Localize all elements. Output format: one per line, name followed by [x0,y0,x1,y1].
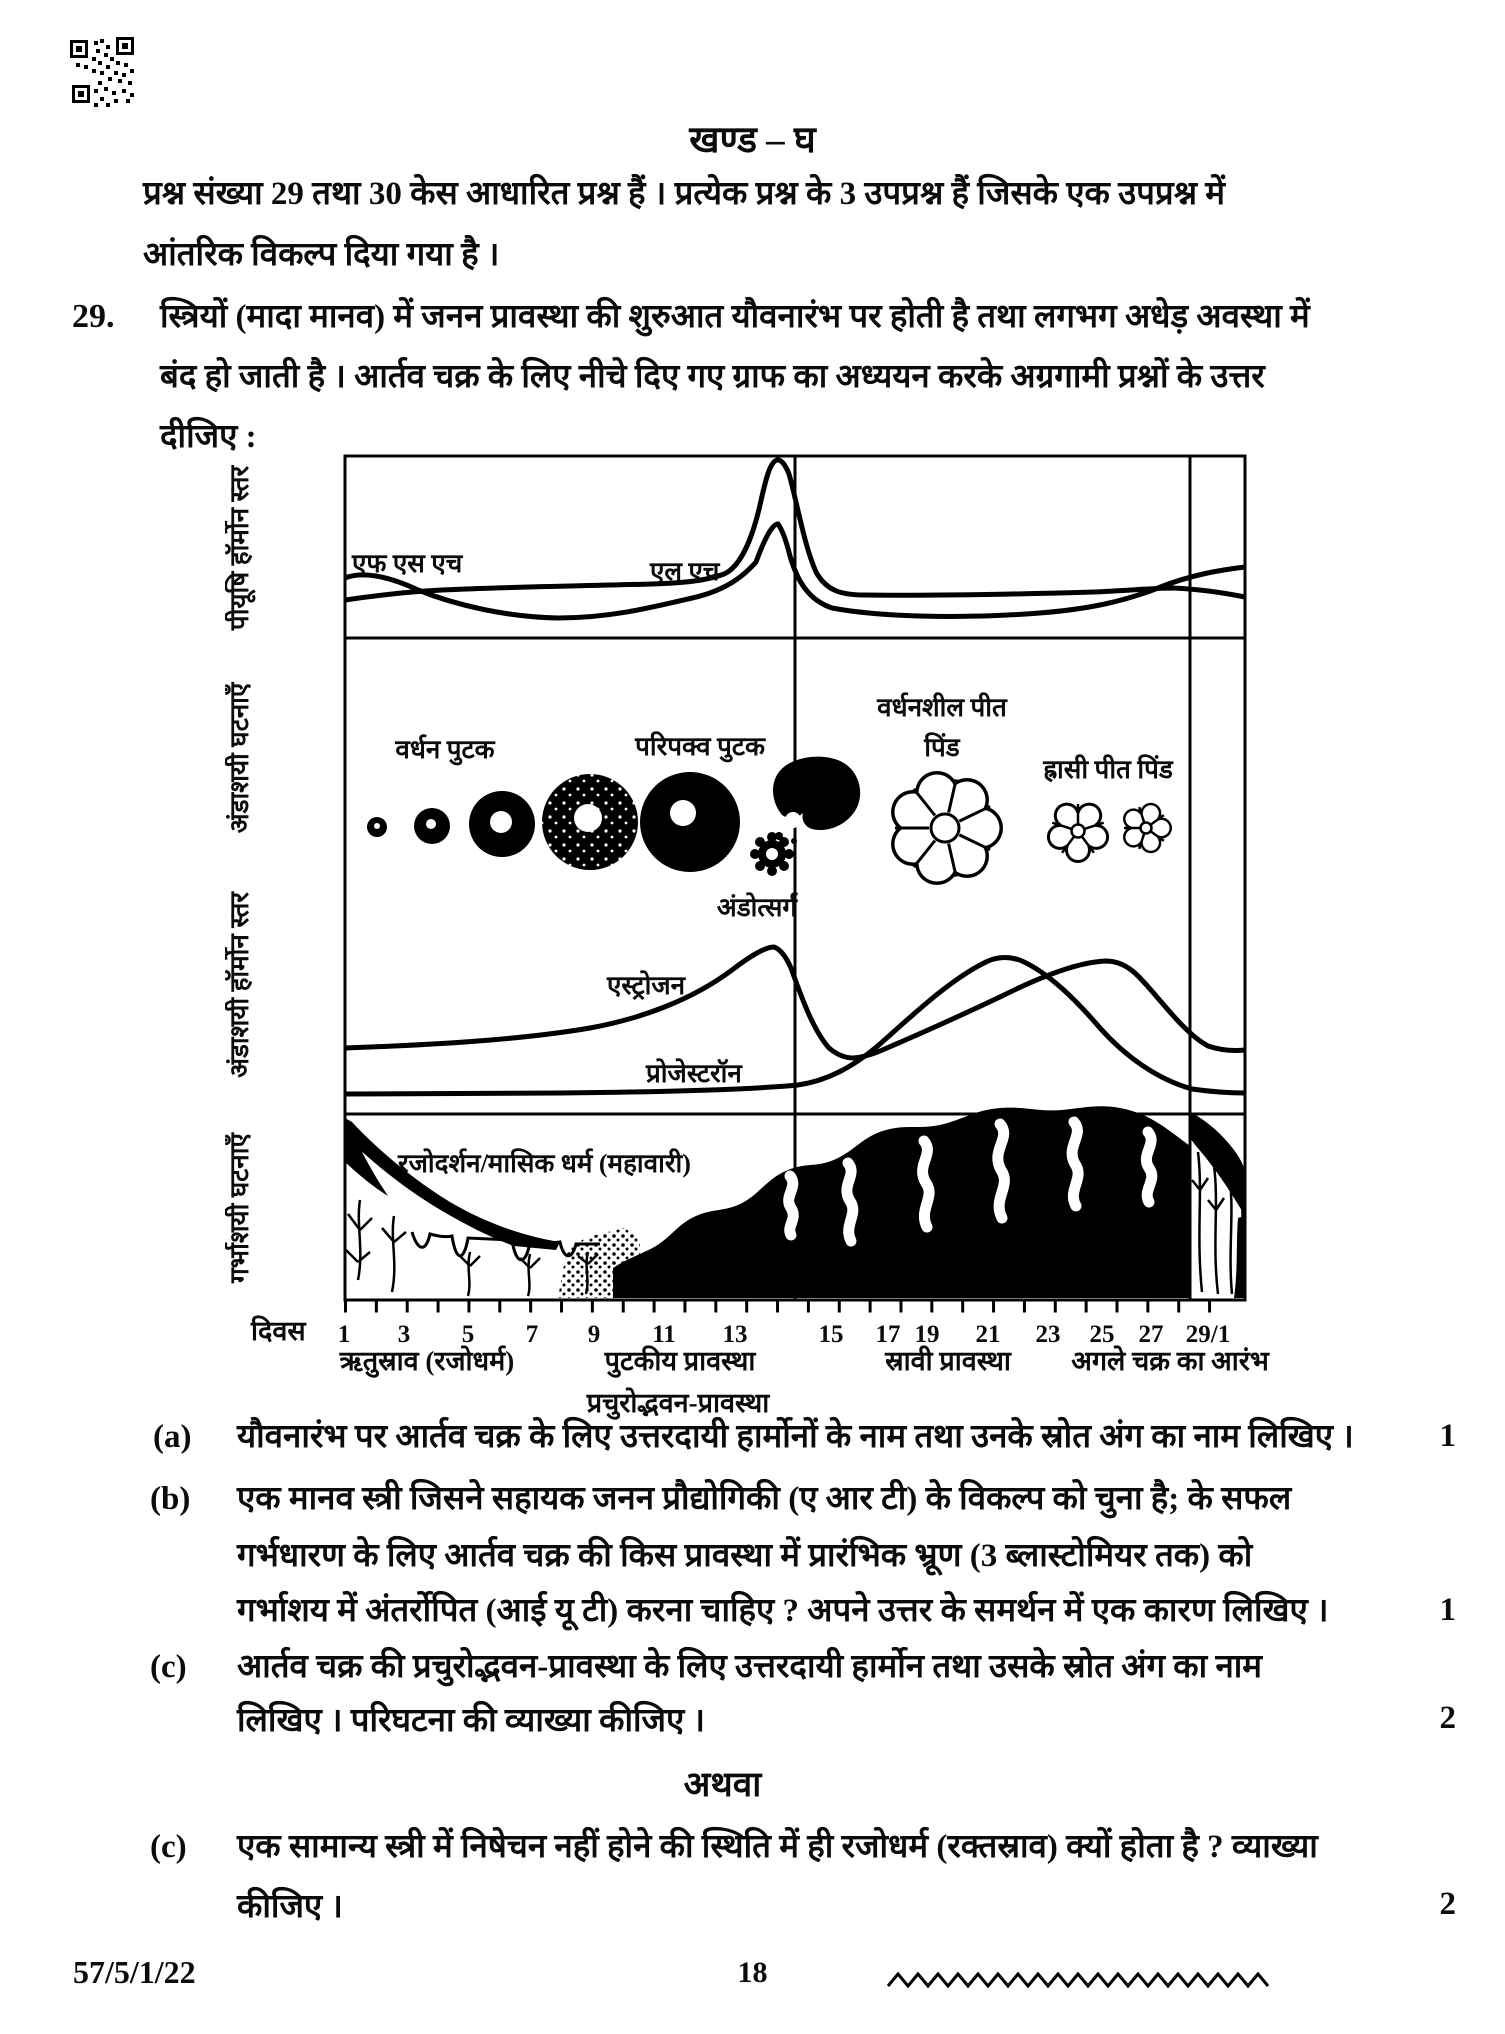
question-29-line-1: स्त्रियों (मादा मानव) में जनन प्रावस्था की शुरुआत यौवनारंभ पर होती है तथा लगभग अधेड़ अवस्था में [160,299,1310,335]
uterine-events-axis-label: गर्भाशयी घटनाएँ [225,1133,254,1283]
question-c-alt-line-1: एक सामान्य स्त्री में निषेचन नहीं होने की स्थिति में ही रजोधर्म (रक्तस्राव) क्यों होता है ? व्याख्या [237,1829,1318,1865]
question-29-line-3: दीजिए : [160,419,257,455]
developing-corpus-luteum-label-1: वर्धनशील पीत [877,693,1007,722]
question-b-line-3: गर्भाशय में अंतर्रोपित (आई यू टी) करना चाहिए ? अपने उत्तर के समर्थन में एक कारण लिखिए । [237,1593,1329,1629]
day-tick-label: 23 [1035,1321,1061,1348]
instructions-line-1: प्रश्न संख्या 29 तथा 30 केस आधारित प्रश्न हैं । प्रत्येक प्रश्न के 3 उपप्रश्न हैं जिसके एक उपप्रश्न में [143,176,1226,212]
page-number: 18 [737,1956,768,1989]
developing-corpus-luteum-label-2: पिंड [924,733,960,762]
day-tick-label: 21 [975,1321,1001,1348]
day-tick-label: 25 [1089,1321,1115,1348]
menstrual-phase-label: ऋतुस्राव (रजोधर्म) [339,1346,515,1376]
ovulation-label: अंडोत्सर्ग [716,893,798,922]
question-29-number: 29. [72,298,115,335]
lh-label: एल एच [650,557,720,586]
zigzag-rule [886,1966,1278,1994]
released-ovum [750,832,794,876]
fsh-label: एफ एस एच [352,549,463,578]
day-tick-label: 1 [337,1321,351,1348]
question-c-alt-label: (c) [150,1829,187,1865]
question-c-alt-marks: 2 [1439,1886,1456,1922]
day-tick-label: 29/1 [1185,1321,1231,1348]
next-cycle-label: अगले चक्र का आरंभ [1071,1346,1269,1376]
thickening-endometrium-mass [613,1106,1190,1298]
day-tick-label: 27 [1138,1321,1164,1348]
estrogen-label: एस्ट्रोजन [607,971,686,1000]
developing-corpus-luteum [891,771,1003,885]
question-a-marks: 1 [1439,1418,1456,1454]
day-tick-label: 7 [525,1321,539,1348]
question-b-marks: 1 [1439,1592,1456,1628]
question-b-label: (b) [150,1481,191,1517]
ovulating-follicle [773,757,860,844]
qr-code-icon [70,37,136,107]
question-c-alt-line-2: कीजिए । [237,1889,343,1925]
menstrual-cycle-figure [225,450,1275,1425]
day-tick-label: 15 [818,1321,844,1348]
ovarian-events-axis-label: अंडाशयी घटनाएँ [225,682,254,834]
day-tick-label: 13 [722,1321,748,1348]
progesterone-label: प्रोजेस्टरॉन [646,1059,742,1088]
day-tick-label: 5 [461,1321,475,1348]
menstruation-label: रजोदर्शन/मासिक धर्म (महावारी) [398,1149,691,1178]
pituitary-axis-label: पीयूषि हॉर्मोन स्तर [225,465,254,631]
question-b-line-1: एक मानव स्त्री जिसने सहायक जनन प्रौद्योगिकी (ए आर टी) के विकल्प को चुना है; के सफल [237,1481,1292,1517]
day-axis [250,1306,1230,1348]
question-c-line-2: लिखिए । परिघटना की व्याख्या कीजिए । [237,1703,706,1739]
question-c-line-1: आर्तव चक्र की प्रचुरोद्भवन-प्रावस्था के लिए उत्तरदायी हार्मोन तथा उसके स्रोत अंग का नाम [237,1649,1263,1685]
question-29-line-2: बंद हो जाती है । आर्तव चक्र के लिए नीचे दिए गए ग्राफ का अध्ययन करके अग्रगामी प्रश्नों के उत्तर [160,359,1265,395]
day-tick-label: 11 [652,1321,676,1348]
day-tick-label: 17 [875,1321,901,1348]
secretory-phase-label: स्रावी प्रावस्था [885,1346,1011,1376]
day-tick-label: 9 [587,1321,601,1348]
growing-follicle-label: वर्धन पुटक [395,735,495,764]
day-tick-label: 19 [914,1321,940,1348]
question-c-label: (c) [150,1649,187,1685]
day-axis-title: दिवस [251,1316,306,1346]
ovarian-hormones-axis-label: अंडाशयी हॉर्मोन स्तर [225,892,254,1078]
or-separator: अथवा [683,1765,762,1804]
phase-labels [339,1345,1270,1420]
regressing-corpus-luteum-label: ह्रासी पीत पिंड [1043,755,1173,784]
section-heading: खण्ड – घ [689,120,816,161]
day-tick-label: 3 [397,1321,411,1348]
paper-code: 57/5/1/22 [73,1954,196,1990]
regressing-corpus-luteum [1047,803,1172,863]
follicular-phase-label: पुटकीय प्रावस्था [604,1346,756,1376]
proliferative-phase-label: प्रचुरोद्भवन-प्रावस्था [586,1388,770,1418]
mature-follicle-label: परिपक्व पुटक [635,732,765,761]
growing-follicles [367,772,740,872]
question-a-label: (a) [153,1419,192,1455]
question-c-marks: 2 [1439,1700,1456,1736]
instructions-line-2: आंतरिक विकल्प दिया गया है । [143,237,500,273]
ovarian-events-panel [367,692,1174,922]
y-axis-labels [225,465,256,1284]
question-b-line-2: गर्भधारण के लिए आर्तव चक्र की किस प्रावस्था में प्रारंभिक भ्रूण (3 ब्लास्टोमियर तक) को [237,1538,1253,1574]
question-a-text: यौवनारंभ पर आर्तव चक्र के लिए उत्तरदायी हार्मोनों के नाम तथा उनके स्रोत अंग का नाम लिखिए । [237,1419,1354,1455]
